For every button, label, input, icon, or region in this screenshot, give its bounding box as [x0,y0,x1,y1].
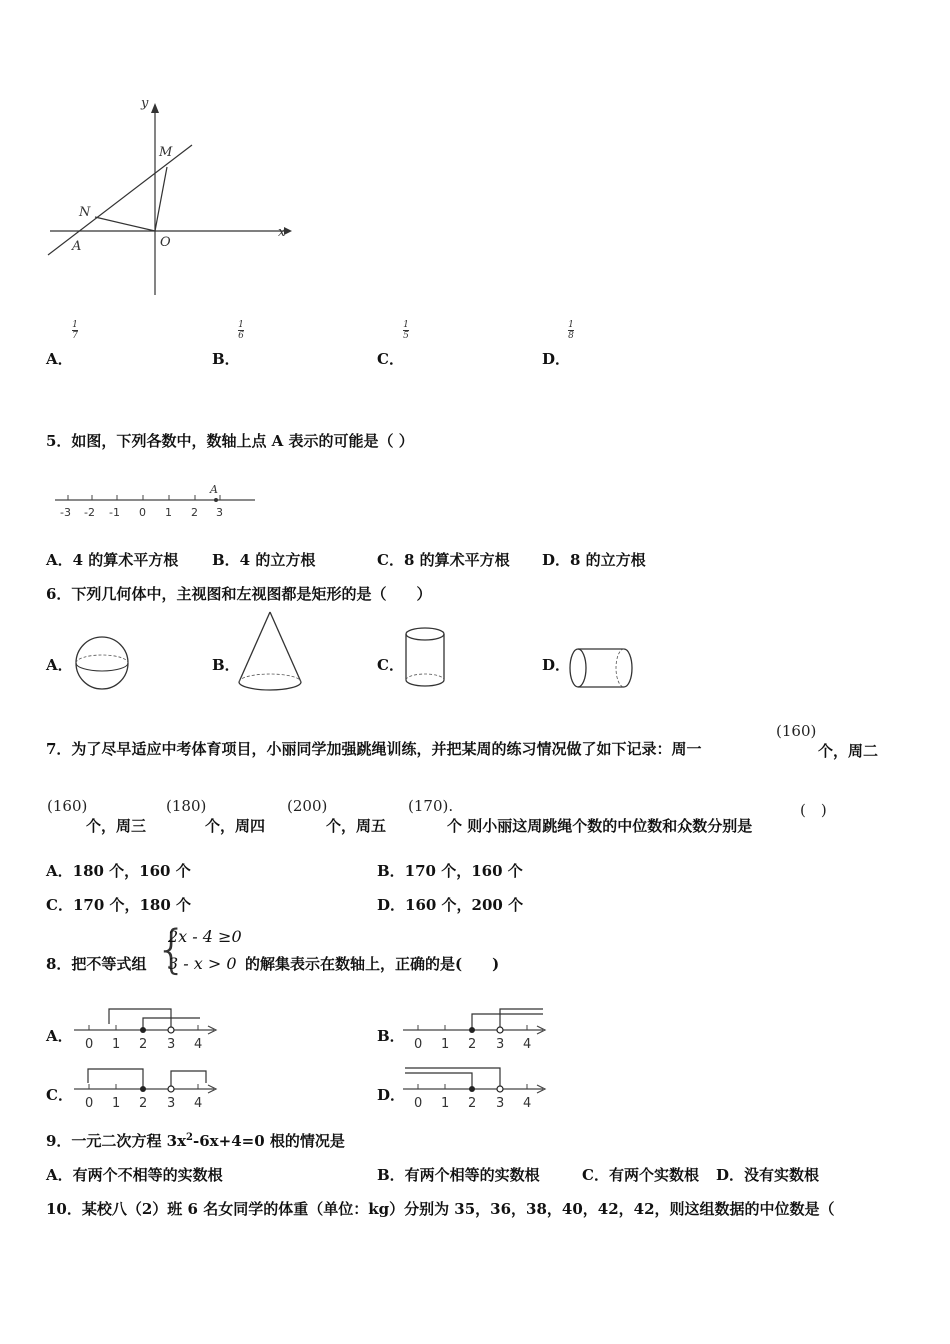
q8-option-d[interactable]: D． [377,1086,406,1104]
q8d-tick: 0 [414,1096,423,1111]
q8a-tick: 1 [112,1037,121,1052]
graph-label-m: M [159,145,173,160]
q7-thu-value: (200) [287,797,328,815]
q8-inequality-2: 3 - x > 0 [168,954,237,973]
cylinder-upright-shape [404,626,448,690]
q7-option-c[interactable]: C．170 个，180 个 [46,896,192,914]
q5-option-a[interactable]: A．4 的算术平方根 [46,551,179,569]
q7-tue-unit: 个，周三 [86,817,147,835]
q8b-tick: 2 [468,1037,477,1052]
q8b-tick: 0 [414,1037,423,1052]
q9-option-a[interactable]: A．有两个不相等的实数根 [46,1166,223,1184]
q5-tick: 0 [139,506,146,519]
q5-stem: 5．如图，下列各数中，数轴上点 A 表示的可能是（ ） [46,432,414,450]
q8-number-line-c [74,1063,224,1109]
cone-shape [236,608,306,694]
q8a-tick: 0 [85,1037,94,1052]
q5-tick: 2 [191,506,198,519]
q8-brace: { [155,920,189,980]
q9-stem: 9．一元二次方程 $3x^2-6x+4=0$ 根的情况是 [46,1132,345,1150]
q7-wed-value: (180) [166,797,207,815]
q5-tick: -1 [109,506,120,519]
q5-option-c[interactable]: C．8 的算术平方根 [377,551,510,569]
q5-tick: -3 [60,506,71,519]
graph-label-o: O [160,235,171,250]
q8c-tick: 3 [167,1096,176,1111]
q8b-tick: 3 [496,1037,505,1052]
q4-option-a-fraction: 1 7 [72,320,78,341]
q4-option-b[interactable]: B． [212,350,240,368]
q6-option-c[interactable]: C． [377,656,404,674]
q8b-tick: 1 [441,1037,450,1052]
q10-stem: 10．某校八（2）班 6 名女同学的体重（单位：kg）分别为 35，36，38，40，42，42，则这组数据的中位数是（ [46,1200,835,1218]
q8d-tick: 1 [441,1096,450,1111]
q8a-tick: 2 [139,1037,148,1052]
q7-fri-value: (170). [408,797,454,815]
graph-label-y: y [141,96,149,111]
q8-option-c[interactable]: C． [46,1086,73,1104]
q9-option-d[interactable]: D．没有实数根 [716,1166,820,1184]
q5-number-line [50,482,260,522]
q8-number-line-b [403,1004,553,1050]
q7-line1: 7．为了尽早适应中考体育项目，小丽同学加强跳绳训练，并把某周的练习情况做了如下记录：周一 [46,740,702,758]
q4-option-d[interactable]: D． [542,350,571,368]
q4-option-a[interactable]: A． [46,350,73,368]
q8-number-line-a [74,1004,224,1050]
q6-stem: 6．下列几何体中，主视图和左视图都是矩形的是（ ） [46,585,432,603]
graph-label-x: x [278,225,286,240]
sphere-shape [74,634,132,692]
q5-tick: 3 [216,506,223,519]
graph-label-a: A [72,239,82,254]
q6-option-d[interactable]: D． [542,656,571,674]
q8c-tick: 1 [112,1096,121,1111]
q8d-tick: 2 [468,1096,477,1111]
q8-stem-pre: 8．把不等式组 [46,955,147,973]
q8c-tick: 2 [139,1096,148,1111]
q8-number-line-d [403,1063,553,1109]
q5-point-a-label: A [210,483,218,496]
q7-wed-unit: 个，周四 [205,817,266,835]
q4-option-c[interactable]: C． [377,350,404,368]
q6-option-a[interactable]: A． [46,656,73,674]
q4-option-b-fraction: 1 6 [238,320,244,341]
cylinder-horizontal-shape [568,646,638,692]
q5-tick: 1 [165,506,172,519]
q7-option-a[interactable]: A．180 个，160 个 [46,862,191,880]
q5-option-d[interactable]: D．8 的立方根 [542,551,646,569]
q7-thu-unit: 个，周五 [326,817,387,835]
q4-option-c-fraction: 1 5 [403,320,409,341]
q7-answer-paren: ( ) [800,801,827,819]
graph-label-n: N [79,205,91,220]
q8a-tick: 3 [167,1037,176,1052]
q8b-tick: 4 [523,1037,532,1052]
q7-mon-unit: 个，周二 [818,742,879,760]
q8d-tick: 4 [523,1096,532,1111]
q5-option-b[interactable]: B．4 的立方根 [212,551,316,569]
q9-option-b[interactable]: B．有两个相等的实数根 [377,1166,540,1184]
coordinate-graph [40,95,300,305]
q8-option-a[interactable]: A． [46,1027,73,1045]
q7-option-b[interactable]: B．170 个，160 个 [377,862,523,880]
q7-mon-value: (160) [776,722,817,740]
q8-inequality-1: 2x - 4 ≥0 [168,927,242,946]
q8c-tick: 4 [194,1096,203,1111]
q8-option-b[interactable]: B． [377,1027,405,1045]
q6-option-b[interactable]: B． [212,656,240,674]
q4-option-d-fraction: 1 8 [568,320,574,341]
q7-tail: 个 则小丽这周跳绳个数的中位数和众数分别是 [447,817,753,835]
q8a-tick: 4 [194,1037,203,1052]
q7-tue-value: (160) [47,797,88,815]
q5-tick: -2 [84,506,95,519]
q8c-tick: 0 [85,1096,94,1111]
q9-option-c[interactable]: C．有两个实数根 [582,1166,699,1184]
q8d-tick: 3 [496,1096,505,1111]
q7-option-d[interactable]: D．160 个，200 个 [377,896,524,914]
q8-stem-post: 的解集表示在数轴上，正确的是( ) [245,955,500,973]
